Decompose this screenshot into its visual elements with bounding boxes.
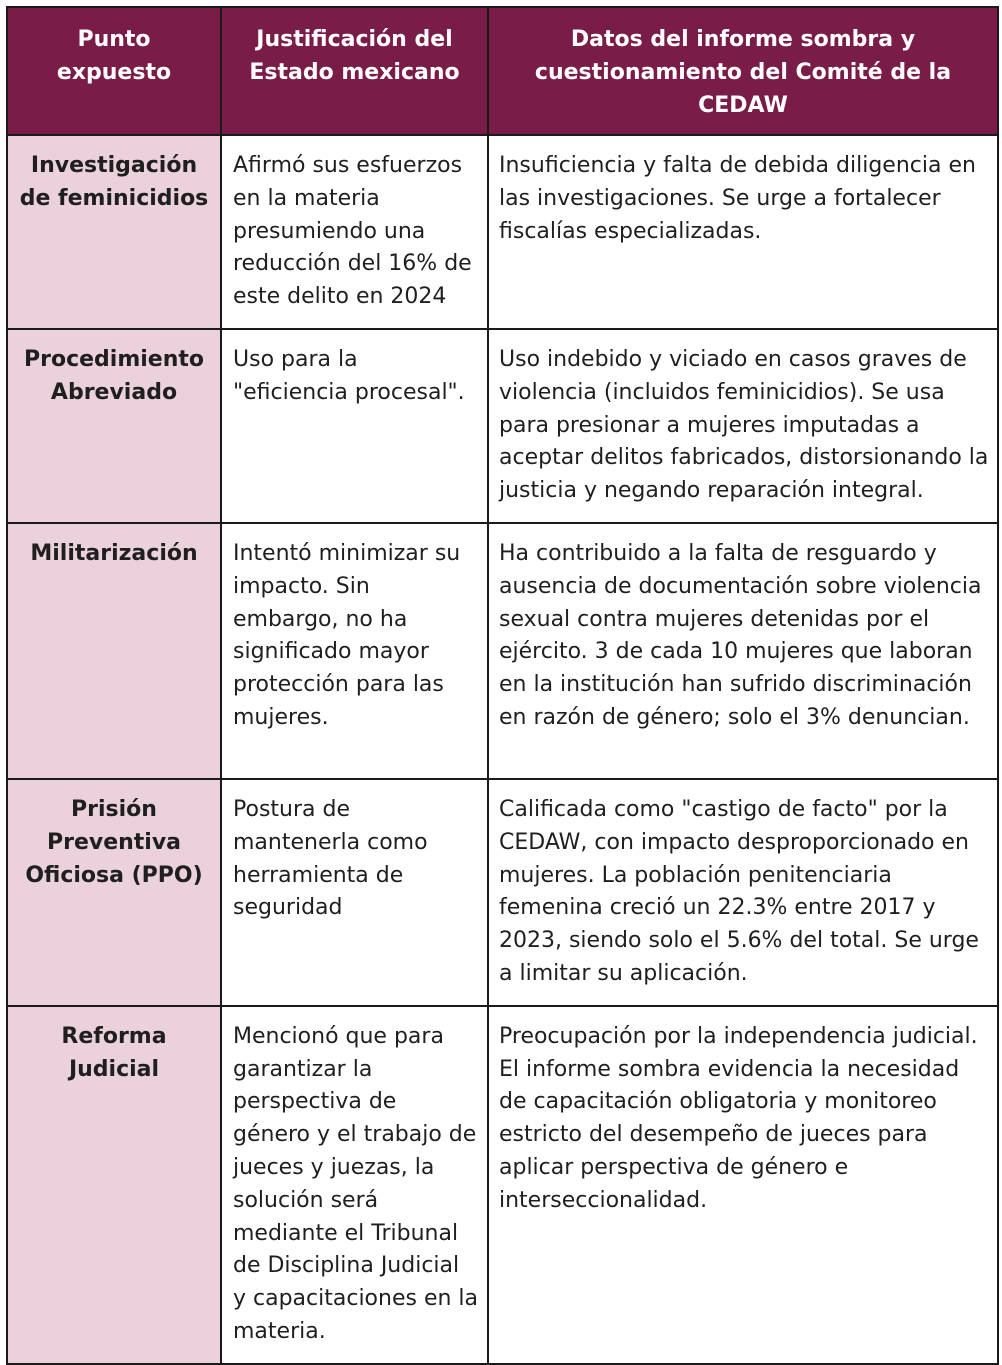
row-point: Prisión Preventiva Oficiosa (PPO) [7,779,221,1006]
header-punto-expuesto: Punto expuesto [7,7,221,135]
header-row [7,7,998,135]
header-justificacion-estado: Justificación del Estado mexicano [221,7,488,135]
row-state-justification: Postura de mantenerla como herramienta de seguridad [221,779,488,1006]
row-point: Reforma Judicial [7,1006,221,1364]
table-body [7,135,998,1364]
table-row [7,135,998,329]
table-row [7,329,998,523]
row-state-justification: Afirmó sus esfuerzos en la materia presumiendo una reducción del 16% de este delito en 2024 [221,135,488,329]
row-state-justification: Uso para la "eficiencia procesal". [221,329,488,523]
row-shadow-report: Ha contribuido a la falta de resguardo y ausencia de documentación sobre violencia sexual contra mujeres detenidas por el ejército. 3 de cada 10 mujeres que laboran en la institución han sufrido discriminación en razón de género; solo el 3% denuncian. [488,523,998,779]
table-row [7,1006,998,1364]
table-row [7,523,998,779]
row-shadow-report: Calificada como "castigo de facto" por la CEDAW, con impacto desproporcionado en mujeres. La población penitenciaria femenina creció un 22.3% entre 2017 y 2023, siendo solo el 5.6% del total. Se urge a limitar su aplicación. [488,779,998,1006]
row-point: Procedimiento Abreviado [7,329,221,523]
row-shadow-report: Uso indebido y viciado en casos graves de violencia (incluidos feminicidios). Se usa para presionar a mujeres imputadas a aceptar delitos fabricados, distorsionando la justicia y negando reparación integral. [488,329,998,523]
row-point: Investigación de feminicidios [7,135,221,329]
row-state-justification: Mencionó que para garantizar la perspectiva de género y el trabajo de jueces y juezas, la solución será mediante el Tribunal de Disciplina Judicial y capacitaciones en la materia. [221,1006,488,1364]
cedaw-comparison-table [6,6,999,1365]
row-shadow-report: Insuficiencia y falta de debida diligencia en las investigaciones. Se urge a fortalecer fiscalías especializadas. [488,135,998,329]
header-informe-sombra: Datos del informe sombra y cuestionamiento del Comité de la CEDAW [488,7,998,135]
table-header [7,7,998,135]
row-shadow-report: Preocupación por la independencia judicial. El informe sombra evidencia la necesidad de capacitación obligatoria y monitoreo estricto del desempeño de jueces para aplicar perspectiva de género e interseccionalidad. [488,1006,998,1364]
table-row [7,779,998,1006]
row-state-justification: Intentó minimizar su impacto. Sin embargo, no ha significado mayor protección para las mujeres. [221,523,488,779]
row-point: Militarización [7,523,221,779]
